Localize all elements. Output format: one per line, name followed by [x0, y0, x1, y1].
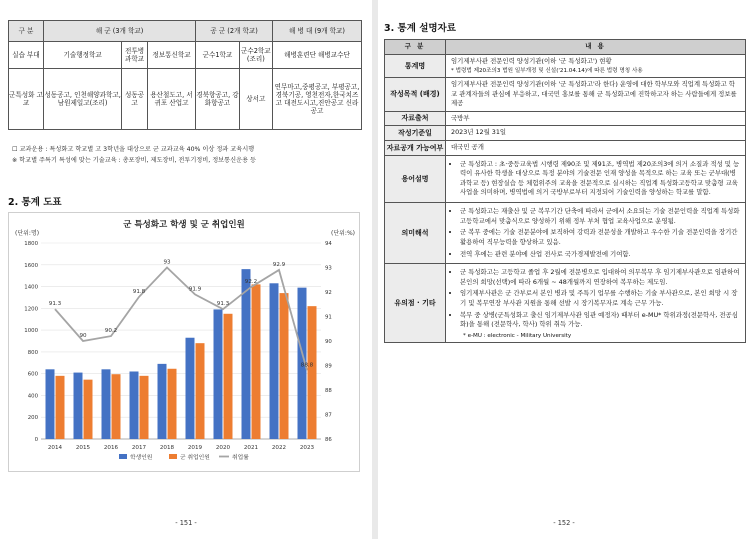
row-value: 대국민 공개 [446, 141, 746, 156]
x-tick-label: 2018 [159, 445, 175, 451]
bar-employment [140, 376, 149, 439]
table-header-cell: 해 군 (3개 학교) [44, 21, 196, 42]
table-cell: 상서고 [239, 69, 272, 130]
list-item: • 군 특성화고 : 초·중등교육법 시행령 제90조 및 제91조, 병역법 제20조의3에 의거 소질과 적성 및 능력이 유사한 학생을 대상으로 특정 분야의 기술전문 인재 양성을 목적으로 하는 교육 또는 군부대(병과학교 등) 현장실습 등 체험위주의 교육을 전문적으로 실시하는 직업계 특성화고등학교 맞춤형 교육 사업을 의미하며, 병역법에 의거 국방부로부터 지정되어 기술인력을 양성하는 학교를 말함. [460, 160, 740, 198]
value-line: * 법령법 제20조의3 법원 일부개정 및 신설('21.04.14)에 따른 법령 명칭 사용 [451, 67, 643, 74]
y-axis-label-left: (단위:명) [15, 230, 40, 237]
rate-data-label: 90.2 [104, 328, 118, 335]
x-tick-label: 2021 [243, 445, 259, 451]
table-header-cell: 구 분 [385, 40, 446, 55]
rate-data-label: 91.9 [188, 286, 202, 293]
y-tick-label-right: 90 [325, 339, 332, 345]
right-page [378, 0, 750, 539]
list-item: • 복무 중 상병(군특성화고 출신 임기제부사관 임관 예정자) 때부터 e-MU* 학위과정(전문학사, 전공심화)을 통해 (전문학사, 학사) 학위 취득 가능. [460, 311, 740, 330]
row-value: 국방부 [446, 111, 746, 126]
row-value: 2023년 12월 31일 [446, 126, 746, 141]
value-line: 임기제부사관 전문인력 양성기관(이하 '군 특성화고') 현황 [451, 57, 612, 65]
y-tick-label-left: 1800 [24, 241, 38, 247]
rate-data-label: 92.2 [244, 279, 258, 286]
x-tick-label: 2019 [187, 445, 203, 451]
row-key: 작성목적 (배경) [385, 78, 446, 112]
legend-swatch-employment [169, 454, 177, 459]
description-table [384, 39, 746, 343]
line-rate [55, 268, 307, 371]
rate-data-label: 91.8 [132, 288, 146, 295]
y-tick-label-left: 600 [27, 371, 38, 378]
table-cell: 군수2학교 (조리) [239, 42, 272, 69]
row-key: 용어설명 [385, 155, 446, 202]
section-title-stats-chart: 2. 통계 도표 [8, 197, 62, 208]
table-cell: 용산철도고, 서귀포 산업고 [147, 69, 195, 130]
table-cell: 성동공고, 인천해양과학고, 남원제일고(조리) [44, 69, 122, 130]
bar-employment [224, 314, 233, 439]
bar-employment [308, 306, 317, 439]
bar-employment [252, 284, 261, 439]
chart-container [8, 212, 360, 472]
section-title-description: 3. 통계 설명자료 [384, 23, 456, 34]
table-cell: 전투병과학교 [122, 42, 148, 69]
y-tick-label-right: 87 [325, 412, 332, 419]
row-label: 군특성화 고교 [9, 69, 44, 130]
table-header-cell: 구 분 [9, 21, 44, 42]
y-axis-label-right: (단위:%) [331, 230, 355, 237]
bar-employment [112, 374, 121, 439]
row-key: 통계명 [385, 55, 446, 78]
row-key: 유의점 · 기타 [385, 264, 446, 343]
table-cell: 성동공고 [122, 69, 148, 130]
bar-employment [196, 343, 205, 439]
x-tick-label: 2014 [47, 445, 63, 451]
list-item: • 전역 후에는 관련 분야에 산업 전사로 국가경제발전에 기여함. [460, 250, 740, 260]
bar-student [46, 369, 55, 439]
list-item: • 군 특성화고는 고등학교 졸업 후 2월에 전문병으로 입대하여 의무복무 후 임기제부사관으로 임관하여 본인의 희망(선택)에 따라 6개월 ~ 48개월까지 연장하여 복무하는 제도임. [460, 268, 740, 287]
list-item: • 군 특성화고는 재출산 및 군 복무기간 단축에 따라서 군에서 소요되는 기술 전문인력을 직업계 특성화고등학교에서 맞춤식으로 양성하기 위해 정부 부처 협업 교육사업으로 운영됨. [460, 207, 740, 226]
left-page [0, 0, 372, 539]
x-tick-label: 2015 [75, 445, 91, 451]
rate-data-label: 91.3 [216, 301, 230, 308]
y-tick-label-right: 88 [325, 388, 332, 394]
table-cell: 연무마고,중평공고, 부평공고,경북기공, 영천전자,한국치즈고 대전도시고,진안공고 신라공고 [273, 69, 362, 130]
table-header-cell: 해 병 대 (9개 학교) [273, 21, 362, 42]
y-tick-label-right: 92 [325, 290, 332, 296]
legend-label: 군 취업인원 [180, 455, 210, 461]
x-tick-label: 2017 [131, 445, 147, 451]
chart-title: 군 특성화고 학생 및 군 취업인원 [123, 220, 245, 230]
bar-employment [84, 380, 93, 439]
table-cell: 기술행정학교 [44, 42, 122, 69]
y-tick-label-right: 89 [325, 363, 332, 370]
bar-employment [168, 369, 177, 439]
list-item: • 임기제부사관은 군 간부로서 본인 병과 및 주특기 업무를 수행하는 기술 부사관으로, 본인 희망 시 장기 및 복무연장 부사관 지원을 통해 선발 시 장기복무자로 계속 근무 가능. [460, 289, 740, 308]
bar-employment [280, 293, 289, 439]
x-tick-label: 2022 [271, 445, 287, 451]
note-curriculum: ☐ 교과운용 : 특성화고 학교별 고 3학년을 대상으로 군 교과교육 40% 이상 정과 교육시행 [12, 146, 255, 153]
y-tick-label-left: 1000 [24, 328, 38, 335]
page-number-left: - 151 - [175, 519, 197, 527]
legend-label: 취업률 [232, 455, 249, 461]
row-key: 작성기준일 [385, 126, 446, 141]
table-header-cell: 내 용 [446, 40, 746, 55]
rate-data-label: 88.8 [300, 362, 314, 369]
bar-student [74, 373, 83, 439]
page-number-right: - 152 - [553, 519, 575, 527]
row-value [446, 203, 746, 264]
row-key: 자료공개 가능여부 [385, 141, 446, 156]
table-cell: 해병훈련단 해병교수단 [273, 42, 362, 69]
employment-chart [9, 213, 359, 471]
y-tick-label-left: 1600 [24, 262, 38, 269]
list-item: • 군 복무 중에는 기술 전문분야에 보직하여 강력과 전문성을 개발하고 우수한 기술 전문인력을 장기간 활용하여 직무능력을 향상하고 있음. [460, 228, 740, 247]
y-tick-label-left: 800 [27, 349, 38, 356]
rate-data-label: 92.9 [272, 261, 286, 268]
row-value [446, 55, 746, 78]
bar-student [186, 338, 195, 439]
bar-student [270, 283, 279, 439]
table-cell: 군수1학교 [196, 42, 240, 69]
row-value: 임기제부사관 전문인력 양성기관(이하 '군 특성화고'라 한다) 운영에 대한 학부모와 직업계 특성화고 학교 관계자들의 관심에 부응하고, 대국민 홍보를 통해 군 특성화고에 진학하고자 하는 사람들에게 정보를 제공 [446, 78, 746, 112]
table-header-cell: 공 군 (2개 학교) [196, 21, 273, 42]
x-tick-label: 2020 [215, 445, 231, 451]
row-key: 자료출처 [385, 111, 446, 126]
note-tech-training: ※ 학교별 주특기 특성에 맞는 기술교육 : 총포장비, 제도장비, 전투기정비, 정보통신운용 등 [12, 157, 257, 164]
y-tick-label-left: 0 [34, 437, 38, 443]
rate-data-label: 91.3 [48, 301, 62, 308]
bar-employment [56, 376, 65, 439]
bar-student [214, 309, 223, 439]
y-tick-label-right: 91 [325, 314, 332, 321]
bar-student [102, 369, 111, 439]
x-tick-label: 2016 [103, 445, 119, 451]
rate-data-label: 93 [163, 259, 171, 266]
y-tick-label-left: 200 [27, 415, 38, 422]
rate-data-label: 90 [79, 333, 87, 339]
y-tick-label-left: 400 [27, 393, 38, 400]
row-value [446, 264, 746, 343]
y-tick-label-right: 86 [325, 437, 332, 443]
bar-student [158, 364, 167, 439]
y-tick-label-right: 94 [325, 241, 332, 247]
x-tick-label: 2023 [299, 445, 315, 451]
bar-student [130, 371, 139, 439]
row-value [446, 155, 746, 202]
footnote: * e-MU : electronic - Military University [463, 332, 572, 339]
table-cell: 경북항공고, 강화항공고 [196, 69, 240, 130]
legend-swatch-student [119, 454, 127, 459]
y-tick-label-left: 1200 [24, 306, 38, 313]
y-tick-label-left: 1400 [24, 284, 38, 291]
legend-label: 학생인원 [130, 455, 153, 461]
row-label: 실습 부대 [9, 42, 44, 69]
table-cell: 정보통신학교 [147, 42, 195, 69]
school-table [8, 20, 362, 130]
row-key: 의미해석 [385, 203, 446, 264]
y-tick-label-right: 93 [325, 265, 332, 272]
